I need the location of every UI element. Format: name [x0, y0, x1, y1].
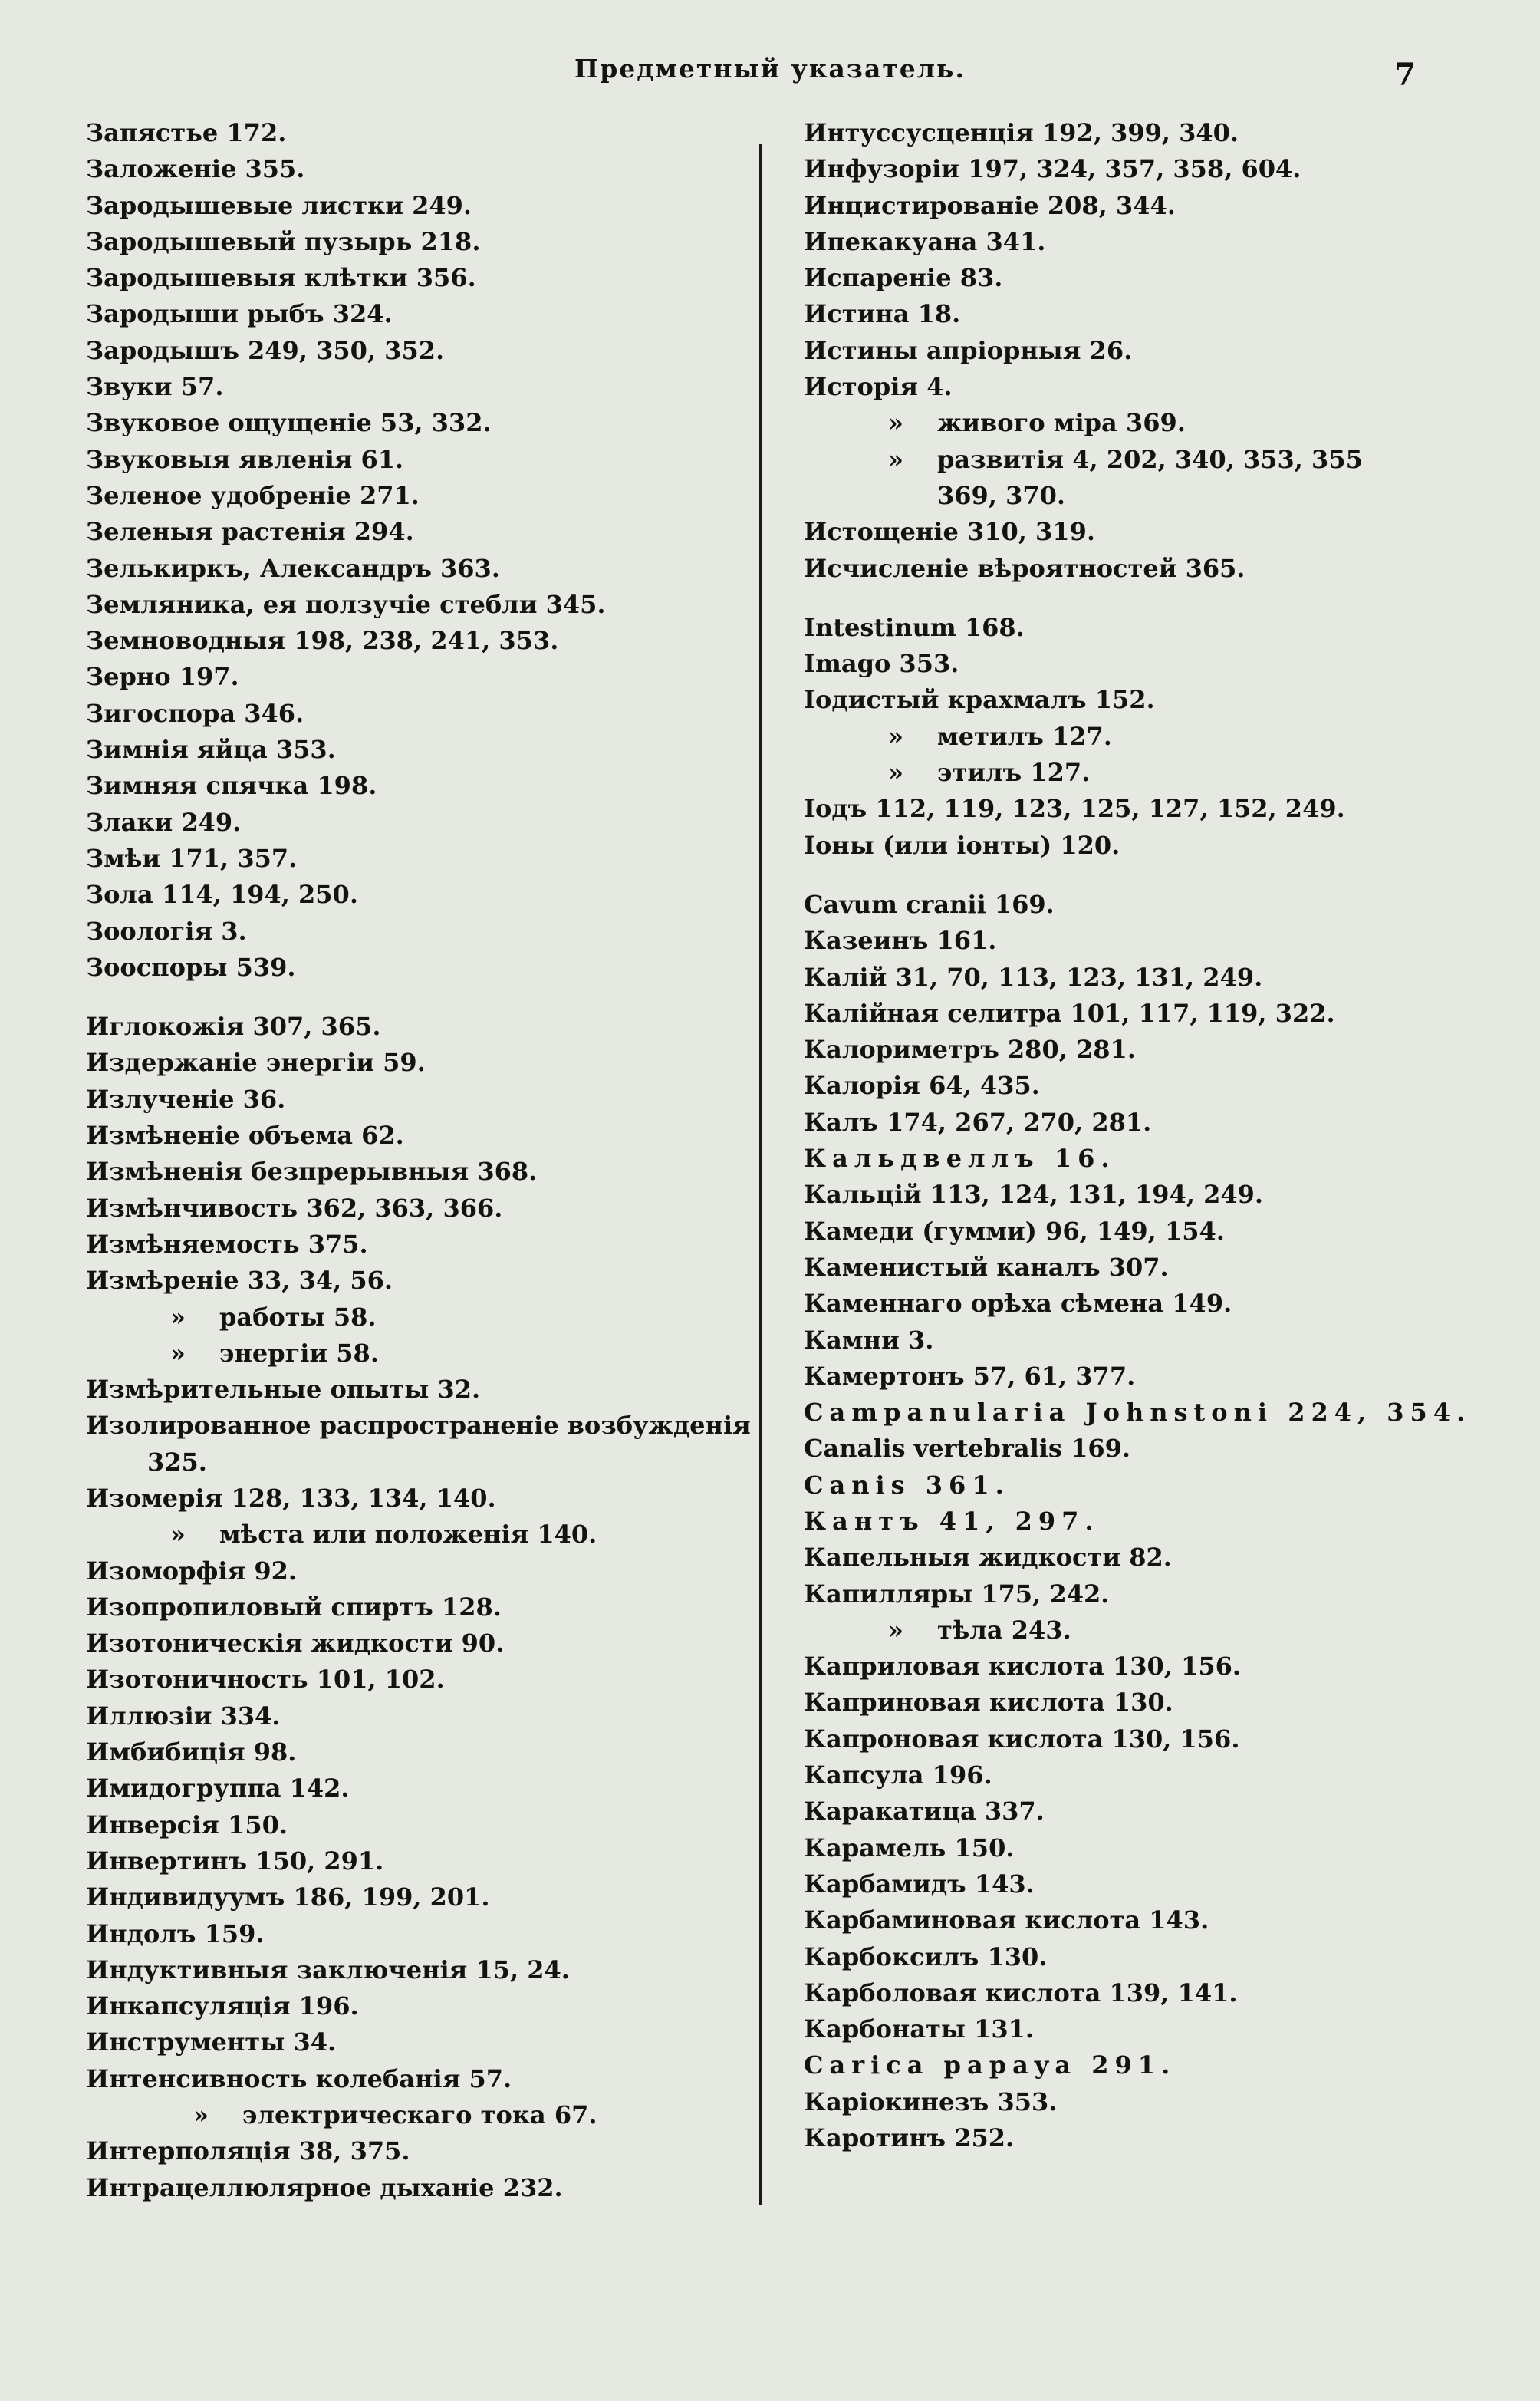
index-entry-text: Индолъ 159. [86, 1918, 265, 1948]
index-entry-text: Каменнаго орѣха сѣмена 149. [804, 1289, 1232, 1319]
index-entry [86, 1952, 745, 1988]
index-entry [804, 719, 1463, 755]
index-entry [86, 841, 745, 877]
column-divider [759, 144, 762, 2205]
index-entry-text: Карбоксилъ 130. [804, 1942, 1048, 1971]
index-entry-text: Капельныя жидкости 82. [804, 1543, 1172, 1573]
index-entry-text: Измѣреніе 33, 34, 56. [86, 1266, 393, 1296]
index-entry [86, 369, 745, 405]
index-entry-text: развитія 4, 202, 340, 353, 355 [937, 444, 1363, 474]
index-entry-text: Карболовая кислота 139, 141. [804, 1978, 1238, 2007]
index-entry-text: Капсула 196. [804, 1760, 992, 1790]
index-entry-text: Зародышевые листки 249. [86, 190, 472, 220]
index-entry-text: Интрацеллюлярное дыханіе 232. [86, 2172, 563, 2202]
index-entry [86, 1154, 745, 1190]
index-entry-text: Камни 3. [804, 1325, 934, 1355]
index-entry [804, 296, 1463, 332]
index-entry-text: Кантъ 41, 297. [804, 1506, 1100, 1536]
index-entry-text: Іоны (или іонты) 120. [804, 830, 1120, 860]
index-entry-text: Зимнія яйца 353. [86, 735, 336, 765]
index-entry [86, 405, 745, 441]
ditto-mark: » [193, 2100, 209, 2130]
index-entry-text: Зола 114, 194, 250. [86, 880, 358, 910]
index-entry-text: Каприновая кислота 130. [804, 1688, 1173, 1718]
index-entry-text: Звуковое ощущеніе 53, 332. [86, 408, 492, 438]
index-entry [804, 1576, 1463, 1612]
index-entry-text: Капроновая кислота 130, 156. [804, 1724, 1240, 1754]
index-entry [804, 369, 1463, 405]
index-entry-text: Іодистый крахмалъ 152. [804, 685, 1155, 715]
index-entry [804, 2120, 1463, 2156]
page-number: 7 [1394, 57, 1416, 93]
index-entry [86, 805, 745, 841]
index-entry [86, 2170, 745, 2206]
index-entry-text: Истощеніе 310, 319. [804, 517, 1095, 547]
index-entry-text: Калій 31, 70, 113, 123, 131, 249. [804, 962, 1263, 992]
index-entry [804, 405, 1463, 441]
index-entry [804, 1322, 1463, 1359]
index-entry-text: Индуктивныя заключенія 15, 24. [86, 1955, 570, 1984]
index-entry-text: Зародышъ 249, 350, 352. [86, 335, 445, 365]
index-entry [804, 791, 1463, 827]
index-entry-text: Камеди (гумми) 96, 149, 154. [804, 1216, 1225, 1246]
index-entry-text: метилъ 127. [937, 721, 1112, 751]
index-entry-text: Кальцій 113, 124, 131, 194, 249. [804, 1180, 1264, 1210]
index-entry [86, 1770, 745, 1807]
index-entry [804, 514, 1463, 550]
index-entry-text: Кальдвеллъ 16. [804, 1144, 1116, 1174]
index-entry [804, 1793, 1463, 1830]
index-entry-text: Интенсивность колебанія 57. [86, 2063, 512, 2093]
index-entry-text: Изопропиловый спиртъ 128. [86, 1592, 502, 1622]
index-entry [804, 887, 1463, 923]
index-entry-text: Заложеніе 355. [86, 154, 305, 184]
index-entry-text: Изоморфія 92. [86, 1556, 297, 1586]
index-entry-text: этилъ 127. [937, 758, 1091, 788]
index-entry-text: Инцистированіе 208, 344. [804, 190, 1176, 220]
index-entry [804, 1068, 1463, 1104]
index-entry-text: Земноводныя 198, 238, 241, 353. [86, 626, 559, 656]
index-entry [804, 333, 1463, 369]
index-entry-text: Инверсія 150. [86, 1810, 288, 1839]
index-entry-text: Карбаминовая кислота 143. [804, 1905, 1209, 1935]
index-entry-text: Издержаніе энергіи 59. [86, 1048, 426, 1078]
index-entry-text: Ипекакуана 341. [804, 226, 1046, 256]
index-entry [804, 1902, 1463, 1938]
index-entry [86, 2133, 745, 2169]
index-entry [86, 551, 745, 587]
index-entry-text: энергіи 58. [219, 1338, 379, 1368]
index-entry-text: Калъ 174, 267, 270, 281. [804, 1107, 1152, 1137]
index-entry-text: Исторія 4. [804, 372, 953, 402]
section-gap [804, 587, 1463, 610]
index-entry [86, 1299, 745, 1336]
index-entry [86, 1589, 745, 1625]
index-entry [86, 1227, 745, 1263]
index-entry [804, 1177, 1463, 1213]
index-entry-text: Canalis vertebralis 169. [804, 1434, 1130, 1464]
index-entry [804, 115, 1463, 151]
index-entry [86, 623, 745, 659]
index-entry [86, 1372, 745, 1408]
index-entry-text: Зародыши рыбъ 324. [86, 299, 393, 329]
index-entry-text: Капилляры 175, 242. [804, 1579, 1110, 1609]
index-entry-text: Исчисленіе вѣроятностей 365. [804, 553, 1245, 583]
index-entry-text: Истина 18. [804, 299, 961, 329]
index-column-left [86, 115, 751, 2206]
index-entry [804, 1105, 1463, 1141]
index-entry [86, 333, 745, 369]
index-entry [804, 1504, 1463, 1540]
index-entry [804, 224, 1463, 260]
index-entry-text: тѣла 243. [937, 1615, 1071, 1645]
index-entry [86, 224, 745, 260]
index-entry-text: Запястье 172. [86, 118, 287, 147]
index-entry [86, 659, 745, 695]
index-entry-text: Калорія 64, 435. [804, 1071, 1040, 1101]
index-entry-text: Казеинъ 161. [804, 926, 997, 956]
index-entry [804, 828, 1463, 864]
index-entry [804, 151, 1463, 187]
index-entry [804, 442, 1463, 478]
index-entry [804, 1612, 1463, 1648]
ditto-mark: » [888, 1615, 903, 1645]
index-entry-text: Камертонъ 57, 61, 377. [804, 1361, 1136, 1391]
index-entry [86, 1807, 745, 1843]
section-gap [804, 864, 1463, 887]
index-entry-text: Змѣи 171, 357. [86, 843, 298, 873]
index-entry [86, 732, 745, 768]
index-entry [804, 960, 1463, 996]
index-entry [86, 1336, 745, 1372]
index-entry-text: Имбибиція 98. [86, 1737, 297, 1767]
index-entry-text: Зоологія 3. [86, 916, 247, 946]
index-entry-text: Земляника, ея ползучіе стебли 345. [86, 589, 606, 619]
ditto-mark: » [170, 1338, 186, 1368]
index-entry [86, 1009, 745, 1045]
index-entry-text: Зимняя спячка 198. [86, 771, 377, 801]
index-entry-text: Истины апріорныя 26. [804, 335, 1133, 365]
ditto-mark: » [888, 758, 903, 788]
index-entry-text: Изолированное распространеніе возбужденія [86, 1411, 751, 1441]
index-entry-text: Имидогруппа 142. [86, 1774, 350, 1803]
index-entry-text: Каріокинезъ 353. [804, 2086, 1058, 2116]
index-entry-text: Интуссусценція 192, 399, 340. [804, 118, 1239, 147]
index-entry-text: электрическаго тока 67. [242, 2100, 597, 2130]
index-entry [86, 478, 745, 514]
index-entry-text: Каприловая кислота 130, 156. [804, 1652, 1241, 1681]
index-entry-text: Злаки 249. [86, 807, 242, 837]
index-entry [86, 1879, 745, 1915]
index-entry [804, 2047, 1463, 2083]
index-entry-text: Испареніе 83. [804, 263, 1003, 293]
ditto-mark: » [170, 1520, 186, 1550]
index-entry-text: Инкапсуляція 196. [86, 1991, 359, 2021]
index-entry [86, 1843, 745, 1879]
index-entry [804, 1467, 1463, 1504]
index-entry-text: Карамель 150. [804, 1833, 1015, 1863]
index-entry-text: Каменистый каналъ 307. [804, 1252, 1169, 1282]
index-entry-text: Измѣненія безпрерывныя 368. [86, 1157, 538, 1187]
index-entry [804, 1250, 1463, 1286]
index-entry-text: Imago 353. [804, 649, 959, 679]
index-entry [86, 1263, 745, 1299]
index-entry-text: Изотоническія жидкости 90. [86, 1629, 505, 1658]
index-entry [804, 646, 1463, 682]
index-entry [86, 1082, 745, 1118]
index-entry [804, 1685, 1463, 1721]
index-entry [804, 1431, 1463, 1467]
index-entry-text: Инвертинъ 150, 291. [86, 1846, 384, 1876]
index-entry-text: Іодъ 112, 119, 123, 125, 127, 152, 249. [804, 794, 1345, 824]
index-entry [804, 682, 1463, 718]
index-entry-text: Зеленое удобреніе 271. [86, 480, 420, 510]
index-entry-text: Звуки 57. [86, 372, 224, 402]
ditto-mark: » [888, 721, 903, 751]
index-entry [86, 514, 745, 550]
index-entry-text: Звуковыя явленія 61. [86, 444, 404, 474]
index-entry [86, 1480, 745, 1517]
ditto-mark: » [170, 1302, 186, 1332]
index-entry-text: Карбамидъ 143. [804, 1869, 1035, 1899]
index-entry [86, 1408, 751, 1444]
ditto-mark: » [888, 408, 903, 438]
index-entry [86, 1698, 745, 1734]
index-entry [804, 1395, 1472, 1431]
index-entry-text: Зеленыя растенія 294. [86, 517, 414, 547]
ditto-mark: » [888, 444, 903, 474]
index-entry [804, 2011, 1463, 2047]
index-entry [86, 1625, 745, 1662]
index-entry [804, 1214, 1463, 1250]
index-entry-text: живого міра 369. [937, 408, 1186, 438]
index-entry-text: Измѣненіе объема 62. [86, 1121, 404, 1151]
index-entry-text: Индивидуумъ 186, 199, 201. [86, 1882, 490, 1912]
index-entry [804, 1721, 1463, 1757]
index-entry [804, 755, 1463, 791]
index-entry [86, 1662, 745, 1698]
index-entry [86, 115, 745, 151]
index-entry-text: работы 58. [219, 1302, 377, 1332]
index-entry [86, 2024, 745, 2060]
index-entry [86, 2097, 745, 2133]
index-entry [804, 1866, 1463, 1902]
index-entry [86, 768, 745, 804]
index-entry [804, 610, 1463, 646]
index-entry-text: Campanularia Johnstoni 224, 354. [804, 1398, 1472, 1428]
index-entry [804, 1975, 1463, 2011]
index-entry [86, 188, 745, 224]
index-entry [86, 1191, 745, 1227]
index-entry-text: Зерно 197. [86, 662, 239, 692]
index-entry-text: 325. [147, 1447, 207, 1477]
index-entry-text: Интерполяція 38, 375. [86, 2136, 410, 2166]
index-entry [86, 442, 745, 478]
index-entry [86, 1444, 745, 1480]
index-entry [804, 1540, 1463, 1576]
index-entry [804, 996, 1463, 1032]
index-entry [86, 2061, 745, 2097]
index-entry [86, 1734, 745, 1770]
index-entry [86, 296, 745, 332]
index-entry [86, 877, 745, 913]
index-entry [804, 260, 1463, 296]
index-entry-text: Изомерія 128, 133, 134, 140. [86, 1483, 496, 1513]
index-entry [86, 1553, 745, 1589]
index-entry-text: мѣста или положенія 140. [219, 1520, 597, 1550]
index-entry [804, 188, 1463, 224]
index-entry [86, 950, 745, 986]
index-entry [86, 151, 745, 187]
index-entry [86, 1916, 745, 1952]
index-entry-text: Иллюзіи 334. [86, 1701, 281, 1731]
index-entry-text: Изотоничность 101, 102. [86, 1665, 445, 1695]
index-entry-text: Зародышевый пузырь 218. [86, 226, 481, 256]
index-entry [804, 1141, 1463, 1177]
index-entry-text: Инфузоріи 197, 324, 357, 358, 604. [804, 154, 1301, 184]
index-entry-text: Карбонаты 131. [804, 2014, 1035, 2044]
index-entry-text: Intestinum 168. [804, 612, 1025, 642]
index-entry [86, 914, 745, 950]
index-entry-text: Зооспоры 539. [86, 952, 296, 982]
index-entry-text: Измѣрительные опыты 32. [86, 1375, 481, 1405]
index-entry [804, 1286, 1463, 1322]
index-entry-text: Зигоспора 346. [86, 698, 304, 728]
index-entry [804, 1830, 1463, 1866]
index-entry [86, 1045, 745, 1081]
index-entry-text: Canis 361. [804, 1470, 1010, 1500]
index-entry-text: Каротинъ 252. [804, 2123, 1015, 2153]
running-title: Предметный указатель. [574, 54, 966, 84]
index-entry-text: Измѣняемость 375. [86, 1229, 368, 1259]
index-entry [804, 1648, 1463, 1685]
index-entry [804, 2084, 1463, 2120]
index-entry-text: Калійная селитра 101, 117, 119, 322. [804, 998, 1335, 1028]
page-header [0, 54, 1540, 100]
index-entry [86, 587, 745, 623]
index-entry [86, 1517, 745, 1553]
index-entry [804, 478, 1463, 514]
index-column-right [804, 115, 1472, 2156]
index-entry [804, 551, 1463, 587]
index-entry-text: Излученіе 36. [86, 1084, 286, 1114]
index-entry-text: Каракатица 337. [804, 1797, 1045, 1826]
index-entry [804, 1757, 1463, 1793]
index-entry [804, 1939, 1463, 1975]
index-entry [86, 696, 745, 732]
index-entry-text: Зародышевыя клѣтки 356. [86, 263, 476, 293]
index-entry [804, 1032, 1463, 1068]
index-entry-text: Измѣнчивость 362, 363, 366. [86, 1193, 503, 1223]
index-entry-text: 369, 370. [937, 480, 1066, 510]
index-entry [86, 1118, 745, 1154]
index-entry-text: Cavum cranii 169. [804, 889, 1055, 919]
index-entry-text: Иглокожія 307, 365. [86, 1012, 381, 1042]
index-entry [86, 260, 745, 296]
index-entry-text: Калориметръ 280, 281. [804, 1035, 1136, 1065]
index-entry-text: Зелькиркъ, Александръ 363. [86, 553, 500, 583]
index-entry [804, 923, 1463, 959]
index-entry [86, 1988, 745, 2024]
section-gap [86, 986, 745, 1009]
index-entry-text: Carica papaya 291. [804, 2050, 1176, 2080]
index-entry [804, 1359, 1463, 1395]
index-entry-text: Инструменты 34. [86, 2027, 337, 2057]
